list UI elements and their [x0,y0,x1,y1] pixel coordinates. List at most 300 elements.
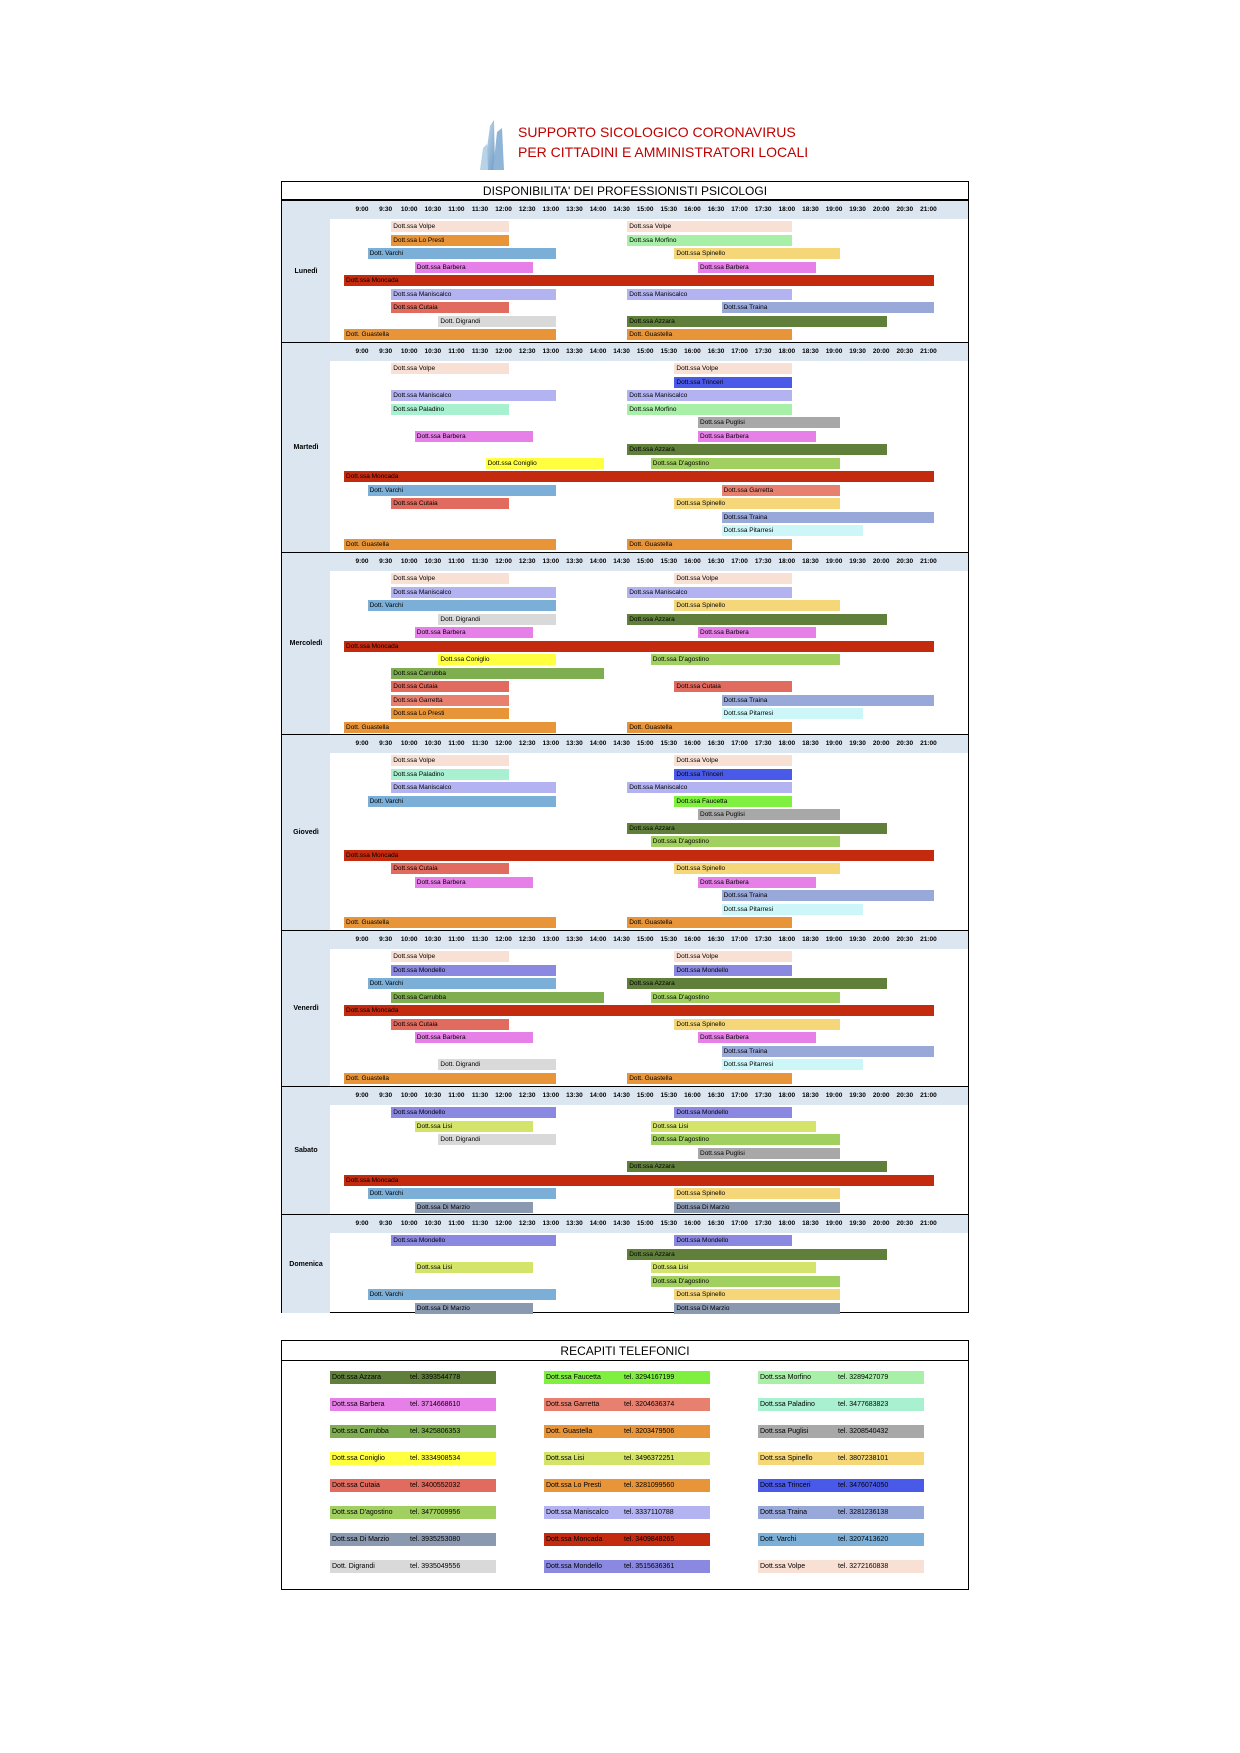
time-tick: 10:30 [424,1092,442,1099]
time-tick: 19:30 [849,1220,866,1227]
availability-bar: Dott.ssa Volpe [391,755,509,766]
time-tick: 17:30 [754,348,772,355]
availability-bar: Dott.ssa Spinello [674,863,839,874]
availability-bar: Dott.ssa Maniscalco [627,289,792,300]
contact-name: Dott.ssa Faucetta [546,1374,601,1381]
time-tick: 10:30 [424,348,442,355]
contact-phone: tel. 3272160838 [838,1563,889,1570]
availability-bar: Dott.ssa Paladino [391,404,509,415]
time-tick: 13:30 [566,348,583,355]
availability-bar: Dott.ssa Volpe [391,951,509,962]
contacts-title: RECAPITI TELEFONICI [282,1341,968,1361]
time-tick: 16:30 [707,206,725,213]
time-tick: 19:00 [825,936,843,943]
time-tick: 17:00 [731,740,748,747]
time-tick: 15:30 [660,936,678,943]
contact-entry [544,1425,710,1438]
contact-phone: tel. 3476074050 [838,1482,889,1489]
time-tick: 14:30 [613,936,630,943]
availability-bar: Dott.ssa Spinello [674,1019,839,1030]
time-tick: 12:00 [495,206,512,213]
availability-bar: Dott.ssa Barbera [415,627,533,638]
time-tick: 19:30 [849,936,866,943]
contact-name: Dott.ssa Maniscalco [546,1509,609,1516]
contact-name: Dott.ssa Mondello [546,1563,603,1570]
availability-bar: Dott.ssa Pitarresi [722,1059,864,1070]
time-header-row [330,343,968,361]
availability-bar: Dott.ssa Volpe [391,363,509,374]
availability-bar: Dott.ssa Moncada [344,275,934,286]
contact-name: Dott.ssa Lisi [546,1455,585,1462]
contact-entry [544,1371,710,1384]
time-tick: 10:30 [424,558,442,565]
time-tick: 18:00 [778,1092,796,1099]
time-tick: 18:00 [778,348,796,355]
time-header-row [330,553,968,571]
day-block [282,1214,968,1313]
availability-bar: Dott.ssa Barbera [698,1032,816,1043]
time-tick: 11:00 [448,1092,465,1099]
availability-bar: Dott.ssa Moncada [344,471,934,482]
time-tick: 20:00 [872,740,890,747]
day-label: Giovedì [282,735,330,930]
time-tick: 16:30 [707,1220,725,1227]
time-tick: 17:00 [731,936,748,943]
availability-bar: Dott.ssa Barbera [415,877,533,888]
contact-entry [544,1479,710,1492]
time-tick: 11:00 [448,740,465,747]
availability-bar: Dott.ssa Maniscalco [627,390,792,401]
contact-entry [330,1479,496,1492]
contact-name: Dott. Varchi [760,1536,797,1543]
availability-bar: Dott.ssa Maniscalco [391,289,556,300]
availability-bar: Dott.ssa Cutaia [391,302,509,313]
availability-bar: Dott.ssa Barbera [415,262,533,273]
availability-bar: Dott.ssa Maniscalco [391,587,556,598]
time-tick: 15:30 [660,1092,678,1099]
time-tick: 15:30 [660,348,678,355]
time-tick: 17:30 [754,740,772,747]
availability-bar: Dott.ssa Lo Presti [391,235,509,246]
contact-name: Dott.ssa Azzara [332,1374,382,1381]
time-tick: 20:00 [872,1092,890,1099]
availability-bar: Dott.ssa Cutaia [391,1019,509,1030]
availability-bar: Dott.ssa Lisi [415,1121,533,1132]
time-tick: 9:30 [379,1220,393,1227]
time-tick: 12:00 [495,936,512,943]
availability-bar: Dott.ssa Coniglio [438,654,556,665]
time-tick: 19:00 [825,1220,843,1227]
availability-bar: Dott.ssa Morfino [627,235,792,246]
availability-bar: Dott.ssa Cutaia [391,498,509,509]
availability-bar: Dott.ssa Volpe [674,363,792,374]
availability-bar: Dott.ssa Di Marzio [415,1202,533,1213]
contact-phone: tel. 3289427079 [838,1374,889,1381]
time-tick: 20:30 [896,936,914,943]
time-tick: 10:30 [424,740,442,747]
availability-bar: Dott.ssa Maniscalco [627,782,792,793]
availability-bar: Dott.ssa Spinello [674,1188,839,1199]
time-tick: 17:00 [731,1092,748,1099]
time-tick: 19:00 [825,348,843,355]
time-tick: 21:00 [920,206,937,213]
contact-phone: tel. 3393544778 [410,1374,461,1381]
time-tick: 16:30 [707,936,725,943]
availability-bar: Dott.ssa D'agostino [651,836,840,847]
time-tick: 10:00 [400,936,418,943]
time-tick: 16:30 [707,740,725,747]
time-tick: 19:30 [849,740,866,747]
contact-entry [758,1452,924,1465]
availability-bar: Dott. Guastella [344,539,556,550]
time-tick: 17:00 [731,348,748,355]
availability-bar: Dott.ssa Moncada [344,1005,934,1016]
availability-bar: Dott. Guastella [627,329,792,340]
time-tick: 13:00 [542,558,560,565]
contact-entry [758,1533,924,1546]
time-tick: 21:00 [920,558,937,565]
time-tick: 9:30 [379,1092,393,1099]
contact-entry [758,1479,924,1492]
contact-name: Dott.ssa Barbera [332,1401,385,1408]
time-tick: 10:00 [400,740,418,747]
contact-entry [330,1533,496,1546]
availability-bar: Dott.ssa Mondello [674,965,792,976]
availability-bar: Dott.ssa D'agostino [651,458,840,469]
time-tick: 18:30 [802,206,819,213]
contact-entry [758,1506,924,1519]
availability-bar: Dott.ssa Traina [722,695,934,706]
time-tick: 19:00 [825,206,843,213]
time-tick: 10:00 [400,206,418,213]
contact-name: Dott.ssa Carrubba [332,1428,389,1435]
availability-bar: Dott.ssa Barbera [698,877,816,888]
time-tick: 18:00 [778,206,796,213]
availability-bar: Dott.ssa Azzara [627,1161,887,1172]
time-tick: 12:30 [518,558,536,565]
time-tick: 9:30 [379,558,393,565]
time-tick: 12:00 [495,1092,512,1099]
contact-phone: tel. 3294167199 [624,1374,675,1381]
time-tick: 21:00 [920,740,937,747]
phone-contacts [281,1340,969,1590]
time-tick: 12:30 [518,348,536,355]
availability-bar: Dott.ssa Mondello [391,1235,556,1246]
contact-entry [544,1506,710,1519]
time-tick: 10:00 [400,1220,418,1227]
availability-bar: Dott.ssa Puglisi [698,809,840,820]
time-tick: 20:00 [872,1220,890,1227]
availability-bar: Dott.ssa Traina [722,1046,934,1057]
availability-bar: Dott. Guastella [627,917,792,928]
day-label: Sabato [282,1087,330,1214]
availability-bar: Dott.ssa D'agostino [651,1134,840,1145]
time-tick: 9:00 [355,558,369,565]
availability-bar: Dott.ssa Barbera [698,262,816,273]
time-tick: 13:00 [542,936,560,943]
availability-bar: Dott.ssa Spinello [674,248,839,259]
time-tick: 11:00 [448,348,465,355]
availability-bar: Dott.ssa Garretta [722,485,840,496]
time-tick: 20:30 [896,348,914,355]
time-tick: 13:30 [566,740,583,747]
time-tick: 9:30 [379,206,393,213]
contact-name: Dott.ssa Moncada [546,1536,603,1543]
time-tick: 15:00 [636,1092,654,1099]
contact-entry [758,1560,924,1573]
time-tick: 14:30 [613,1092,630,1099]
availability-bar: Dott.ssa Maniscalco [391,390,556,401]
availability-bar: Dott.ssa Lisi [651,1121,816,1132]
time-tick: 20:00 [872,558,890,565]
time-tick: 20:00 [872,206,890,213]
time-tick: 14:30 [613,206,630,213]
time-tick: 16:30 [707,348,725,355]
time-tick: 11:30 [471,936,489,943]
schedule-title: DISPONIBILITA' DEI PROFESSIONISTI PSICOLOGI [282,182,968,200]
time-tick: 10:00 [400,348,418,355]
time-tick: 18:30 [802,740,819,747]
time-tick: 9:30 [379,936,393,943]
time-tick: 13:30 [566,1220,583,1227]
contact-name: Dott.ssa Trinceri [760,1482,811,1489]
availability-bar: Dott.ssa Barbera [415,431,533,442]
time-tick: 16:00 [684,558,701,565]
availability-bar: Dott.ssa Puglisi [698,417,840,428]
time-tick: 16:00 [684,1220,701,1227]
time-tick: 15:30 [660,558,678,565]
time-tick: 11:00 [448,558,465,565]
time-tick: 19:30 [849,558,866,565]
time-tick: 19:30 [849,348,866,355]
availability-bar: Dott.ssa Di Marzio [674,1202,839,1213]
availability-bar: Dott.ssa Coniglio [486,458,604,469]
availability-bar: Dott.ssa Pitarresi [722,525,864,536]
contact-phone: tel. 3409848265 [624,1536,675,1543]
time-tick: 14:00 [589,348,607,355]
day-block [282,342,968,552]
time-tick: 19:30 [849,1092,866,1099]
time-header-row [330,1087,968,1105]
availability-bar: Dott.ssa Volpe [391,573,509,584]
availability-bar: Dott.ssa Maniscalco [391,782,556,793]
availability-bar: Dott. Digrandi [438,614,556,625]
contact-name: Dott.ssa Puglisi [760,1428,809,1435]
time-tick: 20:30 [896,558,914,565]
time-tick: 18:30 [802,1220,819,1227]
availability-bar: Dott.ssa Volpe [674,573,792,584]
availability-bar: Dott. Guastella [344,917,556,928]
availability-bar: Dott.ssa Volpe [627,221,792,232]
availability-bar: Dott.ssa D'agostino [651,654,840,665]
contact-entry [330,1452,496,1465]
contact-phone: tel. 3515636361 [624,1563,675,1570]
availability-bar: Dott.ssa Carrubba [391,668,603,679]
time-tick: 15:00 [636,936,654,943]
time-tick: 11:00 [448,1220,465,1227]
time-tick: 10:30 [424,1220,442,1227]
availability-bar: Dott.ssa Trinceri [674,769,792,780]
time-tick: 18:30 [802,936,819,943]
time-tick: 13:30 [566,558,583,565]
time-tick: 14:30 [613,740,630,747]
contact-name: Dott.ssa D'agostino [332,1509,393,1516]
availability-bar: Dott.ssa Mondello [391,965,556,976]
contact-phone: tel. 3281099560 [624,1482,675,1489]
time-tick: 9:00 [355,936,369,943]
availability-bar: Dott.ssa Azzara [627,614,887,625]
time-tick: 17:30 [754,936,772,943]
contact-phone: tel. 3207413620 [838,1536,889,1543]
contact-name: Dott.ssa Garretta [546,1401,600,1408]
time-tick: 15:00 [636,558,654,565]
availability-bar: Dott. Guastella [344,1073,556,1084]
time-tick: 12:00 [495,348,512,355]
time-tick: 14:00 [589,1220,607,1227]
time-tick: 13:00 [542,348,560,355]
availability-bar: Dott.ssa Cutaia [674,681,792,692]
time-tick: 15:30 [660,740,678,747]
contact-entry [758,1371,924,1384]
contact-name: Dott.ssa Spinello [760,1455,813,1462]
availability-bar: Dott.ssa Garretta [391,695,509,706]
contact-phone: tel. 3477683823 [838,1401,889,1408]
day-block [282,200,968,342]
availability-bar: Dott. Varchi [368,600,557,611]
time-tick: 18:00 [778,740,796,747]
availability-bar: Dott.ssa D'agostino [651,1276,840,1287]
availability-bar: Dott.ssa Maniscalco [627,587,792,598]
time-tick: 14:30 [613,558,630,565]
availability-bar: Dott.ssa Traina [722,890,934,901]
availability-bar: Dott. Digrandi [438,316,556,327]
availability-bar: Dott. Guastella [627,722,792,733]
time-tick: 13:00 [542,1092,560,1099]
time-tick: 9:30 [379,740,393,747]
time-tick: 17:30 [754,1220,772,1227]
time-tick: 11:30 [471,206,489,213]
time-tick: 9:30 [379,348,393,355]
time-tick: 18:30 [802,348,819,355]
time-tick: 15:00 [636,1220,654,1227]
time-tick: 16:00 [684,348,701,355]
time-tick: 20:30 [896,1092,914,1099]
availability-bar: Dott.ssa Volpe [391,221,509,232]
time-tick: 19:00 [825,558,843,565]
availability-bar: Dott.ssa Barbera [698,431,816,442]
contact-name: Dott.ssa Lo Presti [546,1482,602,1489]
time-tick: 11:00 [448,206,465,213]
contact-entry [330,1398,496,1411]
availability-bar: Dott.ssa Lo Presti [391,708,509,719]
time-tick: 20:30 [896,740,914,747]
time-tick: 11:30 [471,1092,489,1099]
availability-bar: Dott.ssa Volpe [674,755,792,766]
time-tick: 12:00 [495,558,512,565]
contact-entry [544,1398,710,1411]
availability-bar: Dott.ssa Azzara [627,444,887,455]
time-tick: 14:00 [589,1092,607,1099]
availability-bar: Dott.ssa Moncada [344,641,934,652]
time-tick: 20:30 [896,1220,914,1227]
contact-phone: tel. 3334908534 [410,1455,461,1462]
availability-bar: Dott.ssa Volpe [674,951,792,962]
availability-schedule [281,181,969,1313]
availability-bar: Dott. Digrandi [438,1059,556,1070]
time-tick: 12:30 [518,936,536,943]
availability-bar: Dott.ssa Pitarresi [722,708,864,719]
time-tick: 17:30 [754,1092,772,1099]
contact-phone: tel. 3425806353 [410,1428,461,1435]
availability-bar: Dott.ssa Lisi [651,1262,816,1273]
contact-entry [544,1452,710,1465]
time-tick: 21:00 [920,1220,937,1227]
availability-bar: Dott. Varchi [368,978,557,989]
availability-bar: Dott.ssa Traina [722,302,934,313]
time-tick: 14:30 [613,348,630,355]
time-tick: 10:00 [400,558,418,565]
time-tick: 16:00 [684,936,701,943]
availability-bar: Dott. Digrandi [438,1134,556,1145]
day-block [282,734,968,930]
time-header-row [330,201,968,219]
availability-bar: Dott. Varchi [368,1289,557,1300]
time-tick: 17:30 [754,558,772,565]
contact-phone: tel. 3496372251 [624,1455,675,1462]
availability-bar: Dott.ssa Di Marzio [415,1303,533,1314]
time-tick: 12:30 [518,1220,536,1227]
contact-entry [330,1560,496,1573]
contact-phone: tel. 3208540432 [838,1428,889,1435]
availability-bar: Dott.ssa Azzara [627,823,887,834]
time-tick: 16:00 [684,1092,701,1099]
time-header-row [330,931,968,949]
availability-bar: Dott.ssa Azzara [627,1249,887,1260]
time-tick: 21:00 [920,1092,937,1099]
page-title-line2: PER CITTADINI E AMMINISTRATORI LOCALI [518,144,809,160]
time-tick: 14:00 [589,936,607,943]
contact-phone: tel. 3204636374 [624,1401,675,1408]
availability-bar: Dott.ssa Puglisi [698,1148,840,1159]
day-label: Mercoledì [282,553,330,734]
time-tick: 12:30 [518,206,536,213]
time-tick: 13:30 [566,1092,583,1099]
availability-bar: Dott.ssa Spinello [674,498,839,509]
time-tick: 13:30 [566,206,583,213]
contact-phone: tel. 3337110788 [624,1509,674,1516]
day-label: Lunedì [282,201,330,342]
day-block [282,552,968,734]
time-tick: 13:00 [542,1220,560,1227]
contact-phone: tel. 3477009956 [410,1509,461,1516]
time-tick: 13:30 [566,936,583,943]
day-label: Venerdì [282,931,330,1086]
availability-bar: Dott.ssa Azzara [627,316,887,327]
availability-bar: Dott.ssa Spinello [674,1289,839,1300]
time-tick: 9:00 [355,206,369,213]
availability-bar: Dott.ssa Spinello [674,600,839,611]
availability-bar: Dott.ssa Carrubba [391,992,603,1003]
contact-name: Dott.ssa Coniglio [332,1455,385,1462]
time-tick: 10:00 [400,1092,418,1099]
time-tick: 12:00 [495,740,512,747]
contact-phone: tel. 3400552032 [410,1482,461,1489]
time-tick: 14:00 [589,206,607,213]
time-tick: 15:30 [660,206,678,213]
day-block [282,1086,968,1214]
time-tick: 15:00 [636,206,654,213]
time-tick: 18:00 [778,558,796,565]
